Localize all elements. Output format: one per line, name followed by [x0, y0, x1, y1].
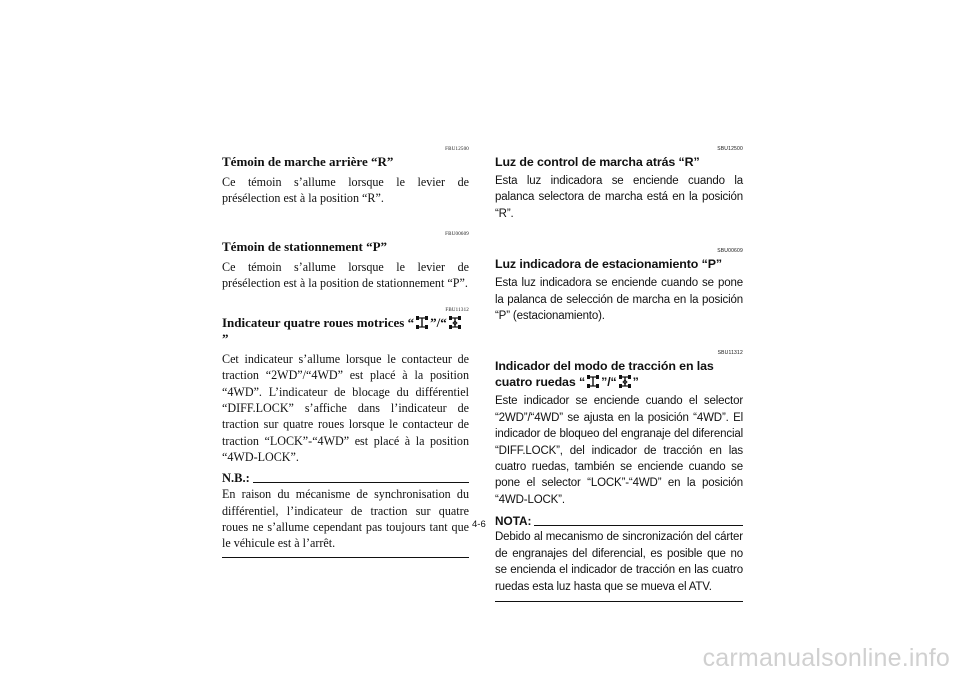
diff-lock-icon — [448, 315, 462, 330]
section-heading: Témoin de marche arrière “R” — [222, 154, 394, 169]
section-body: Ce témoin s’allume lorsque le levier de présélection est à la position “R”. — [222, 175, 469, 206]
four-wheel-drive-section-fr — [222, 307, 469, 558]
park-indicator-section-es — [495, 248, 743, 324]
four-wheel-drive-icon — [586, 374, 600, 389]
spanish-column — [495, 146, 743, 602]
section-heading: Luz de control de marcha atrás “R” — [495, 155, 700, 169]
heading-text: Indicateur quatre roues motrices “ — [222, 315, 415, 331]
heading-text: Indicador del modo de tracción en las cuatro ruedas “ — [495, 359, 714, 390]
watermark: carmanualsonline.info — [702, 644, 950, 672]
section-body: Cet indicateur s’allume lorsque le contacteur de traction “2WD”/“4WD” est placé à la position “4WD”. L’indicateur de blocage du différentiel “DIFF.LOCK” s’affiche dans l’indicateur de traction sur quatre roues lorsque le contacteur de traction “LOCK”-“4WD” est placé à la position “4WD-LOCK”. — [222, 352, 469, 464]
section-code: FBU12500 — [445, 147, 469, 152]
section-body: Ce témoin s’allume lorsque le levier de présélection est à la position de stationnement “P”. — [222, 259, 469, 290]
note-rule — [253, 482, 469, 483]
heading-text: ”/“ — [601, 375, 617, 390]
four-wheel-drive-icon — [415, 315, 429, 330]
section-code: FBU00609 — [445, 231, 469, 237]
note-body: Debido al mecanismo de sincronización del cárter de engranajes del diferencial, es posible que no se encienda el indicador de tracción en las cuatro ruedas esta luz hasta que se mueva el ATV. — [495, 531, 743, 593]
note-header — [495, 514, 743, 529]
reverse-indicator-section-es — [495, 146, 743, 222]
section-body: Esta luz indicadora se enciende cuando la palanca selectora de marcha está en la posición “R”. — [495, 175, 743, 220]
section-code: FBU11312 — [445, 308, 469, 314]
section-body: Este indicador se enciende cuando el selector “2WD”/“4WD” se ajusta en la posición “4WD”. El indicador de bloqueo del engranaje del diferencial “DIFF.LOCK”, del indicador de tracción en las cuatro ruedas, también se enciende cuando se pone el selector “LOCK”-“4WD” en la posición “4WD-LOCK”. — [495, 395, 743, 506]
four-wheel-drive-section-es — [495, 350, 743, 601]
reverse-indicator-section-fr — [222, 146, 469, 207]
section-code: SBU00609 — [717, 248, 743, 255]
note-end-rule — [222, 557, 469, 558]
note-label: NOTA: — [495, 514, 532, 529]
section-heading: Témoin de stationnement “P” — [222, 238, 388, 254]
section-code: SBU12500 — [717, 146, 743, 152]
note-rule — [534, 525, 743, 526]
section-heading — [495, 358, 743, 390]
heading-text: ”/“ — [430, 315, 447, 331]
section-heading — [222, 315, 469, 347]
page-number: 4-6 — [472, 519, 486, 530]
section-body: Esta luz indicadora se enciende cuando se pone la palanca de selección de marcha en la posición “P” (estacionamiento). — [495, 277, 743, 323]
heading-text: ” — [222, 331, 229, 347]
heading-text: ” — [632, 375, 639, 390]
note-body: En raison du mécanisme de synchronisation du différentiel, l’indicateur de traction sur quatre roues ne s’allume cependant pas toujours tant que le véhicule est à l’arrêt. — [222, 487, 469, 551]
park-indicator-section-fr — [222, 231, 469, 292]
note-end-rule — [495, 601, 743, 602]
note-header — [222, 471, 469, 486]
note-label: N.B.: — [222, 471, 250, 486]
diff-lock-icon — [618, 374, 632, 389]
french-column — [222, 146, 469, 558]
section-code: SBU11312 — [717, 350, 743, 357]
section-heading: Luz indicadora de estacionamiento “P” — [495, 257, 722, 272]
